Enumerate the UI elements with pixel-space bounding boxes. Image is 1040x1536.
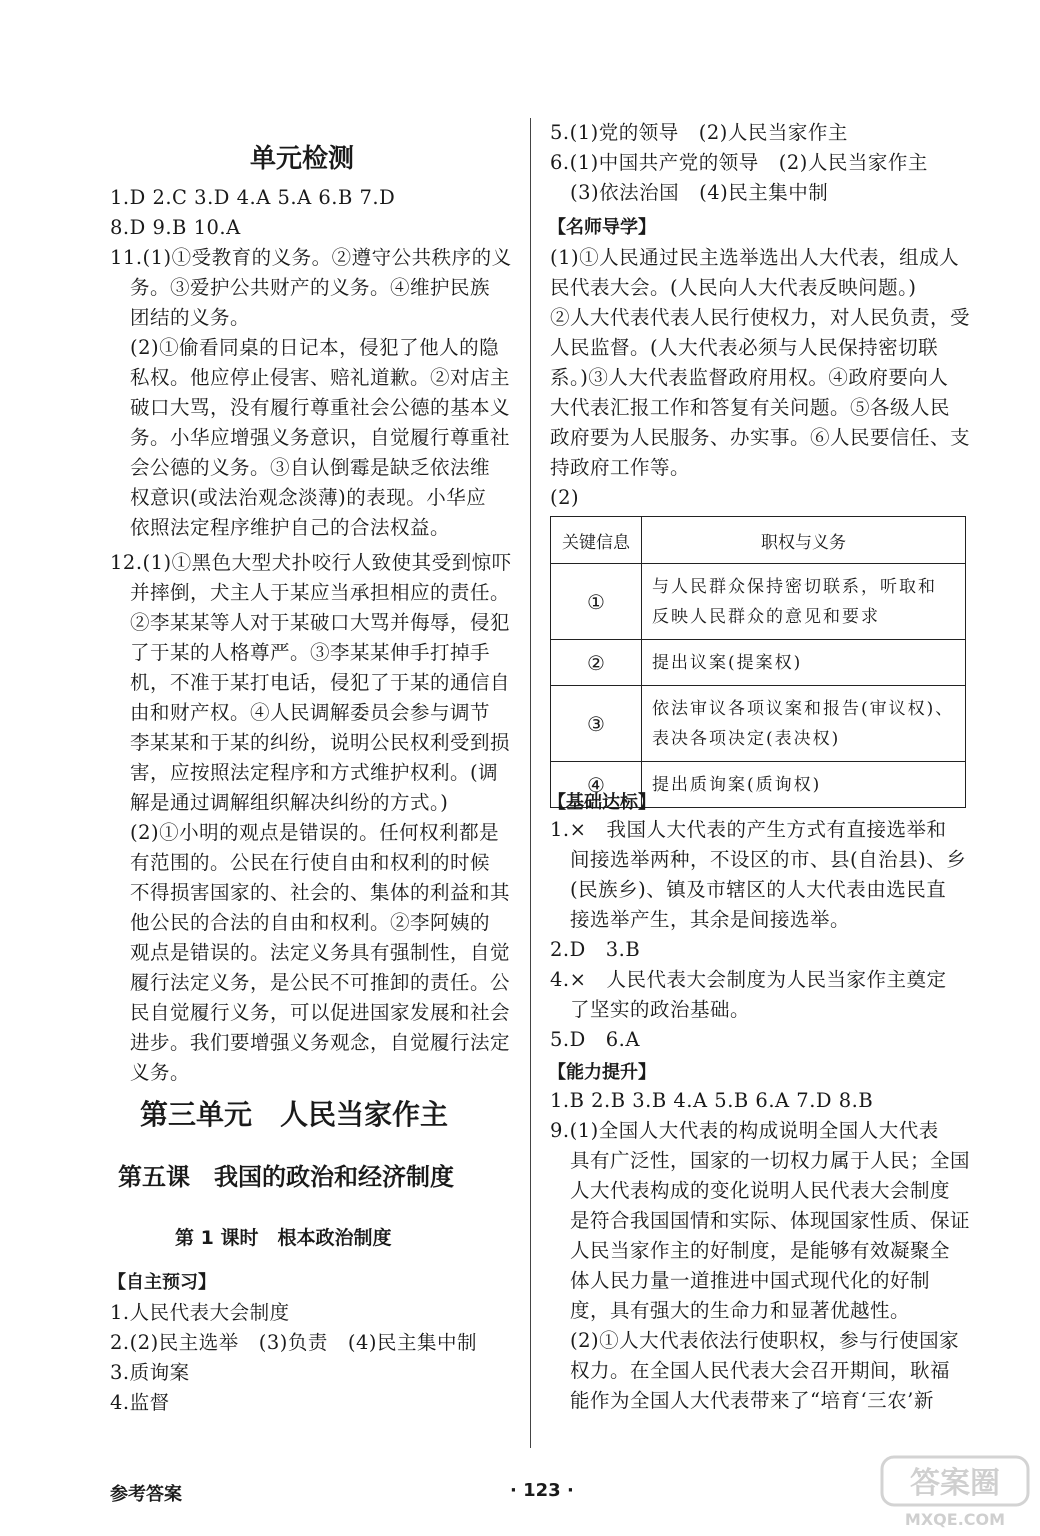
preview-section-tag: 【自主预习】 — [108, 1272, 216, 1293]
answer-line: 观点是错误的。法定义务具有强制性，自觉 — [130, 941, 511, 964]
answer-line: 并摔倒，犬主人于某应当承担相应的责任。 — [130, 581, 511, 604]
answer-line: (2)①偷看同桌的日记本，侵犯了他人的隐 — [130, 336, 500, 359]
ability-line: 能作为全国人大代表带来了“培育‘三农’新 — [570, 1389, 934, 1412]
ability-line: (2)①人大代表依法行使职权，参与行使国家 — [570, 1329, 960, 1352]
answer-line: 机，不准于某打电话，侵犯了于某的通信自 — [130, 671, 511, 694]
answer-line: 破口大骂，没有履行尊重社会公德的基本义 — [130, 396, 511, 419]
answer-line: 务。小华应增强义务意识，自觉履行尊重社 — [130, 426, 511, 449]
answer-line: 6.(1)中国共产党的领导 (2)人民当家作主 — [550, 151, 928, 174]
basic-line: 间接选举两种，不设区的市、县(自治县)、乡 — [570, 848, 967, 871]
answer-line: 害，应按照法定程序和方式维护权利。(调 — [130, 761, 499, 784]
answer-line: 权意识(或法治观念淡薄)的表现。小华应 — [130, 486, 487, 509]
footer-label: 参考答案 — [110, 1484, 182, 1505]
guide-section-tag: 【名师导学】 — [548, 217, 656, 238]
basic-line: 5.D 6.A — [550, 1028, 640, 1051]
basic-section-tag: 【基础达标】 — [548, 792, 656, 813]
answer-line: 进步。我们要增强义务观念，自觉履行法定 — [130, 1031, 511, 1054]
column-divider — [530, 118, 531, 1448]
answer-line: 李某某和于某的纠纷，说明公民权利受到损 — [130, 731, 511, 754]
answer-line: 了于某的人格尊严。③李某某伸手打掉手 — [130, 641, 491, 664]
answer-line: 11.(1)①受教育的义务。②遵守公共秩序的义 — [110, 246, 512, 269]
watermark-text: 答案圈 — [910, 1466, 1000, 1501]
answer-line: 由和财产权。④人民调解委员会参与调节 — [130, 701, 491, 724]
guide-line: (1)①人民通过民主选举选出人大代表，组成人 — [550, 246, 960, 269]
table-header-cell: 关键信息 — [551, 517, 642, 564]
basic-line: (民族乡)、镇及市辖区的人大代表由选民直 — [570, 878, 947, 901]
table-value-cell: 依法审议各项议案和报告(审议权)、表决各项决定(表决权) — [642, 686, 966, 762]
ability-line: 体人民力量一道推进中国式现代化的好制 — [570, 1269, 931, 1292]
watermark-logo — [880, 1455, 1030, 1530]
guide-line: ②人大代表代表人民行使权力，对人民负责，受 — [550, 306, 971, 329]
guide-line: 系。)③人大代表监督政府用权。④政府要向人 — [550, 366, 949, 389]
answer-line: 他公民的合法的自由和权利。②李阿姨的 — [130, 911, 491, 934]
basic-line: 1.× 我国人大代表的产生方式有直接选举和 — [550, 818, 947, 841]
table-key-cell: ② — [551, 640, 642, 686]
page-number: · 123 · — [510, 1480, 574, 1501]
basic-line: 2.D 3.B — [550, 938, 641, 961]
table-row — [551, 686, 966, 762]
answer-line: 不得损害国家的、社会的、集体的利益和其 — [130, 881, 511, 904]
guide-line: 民代表大会。(人民向人大代表反映问题。) — [550, 276, 917, 299]
table-value-cell: 提出议案(提案权) — [642, 640, 966, 686]
answer-line: 解是通过调解组织解决纠纷的方式。) — [130, 791, 449, 814]
table-value-cell: 提出质询案(质询权) — [642, 762, 966, 808]
preview-line: 4.监督 — [110, 1391, 170, 1414]
ability-line: 人大代表构成的变化说明人民代表大会制度 — [570, 1179, 951, 1202]
lesson-heading: 第五课 我国的政治和经济制度 — [118, 1163, 454, 1191]
answer-line: 12.(1)①黑色大型犬扑咬行人致使其受到惊吓 — [110, 551, 512, 574]
unit-test-title: 单元检测 — [250, 144, 355, 174]
table-key-cell: ③ — [551, 686, 642, 762]
answer-line: (3)依法治国 (4)民主集中制 — [570, 181, 829, 204]
table-row — [551, 640, 966, 686]
ability-line: 具有广泛性，国家的一切权力属于人民；全国 — [570, 1149, 971, 1172]
answer-line: 履行法定义务，是公民不可推卸的责任。公 — [130, 971, 511, 994]
ability-line: 是符合我国国情和实际、体现国家性质、保证 — [570, 1209, 971, 1232]
table-key-cell: ④ — [551, 762, 642, 808]
answer-line: 1.D 2.C 3.D 4.A 5.A 6.B 7.D — [110, 186, 396, 209]
ability-line: 1.B 2.B 3.B 4.A 5.B 6.A 7.D 8.B — [550, 1089, 874, 1112]
ability-section-tag: 【能力提升】 — [548, 1062, 656, 1083]
watermark-url: MXQE.COM — [904, 1510, 1006, 1529]
table-key-cell: ① — [551, 564, 642, 640]
preview-line: 2.(2)民主选举 (3)负责 (4)民主集中制 — [110, 1331, 477, 1354]
answer-line: 民自觉履行义务，可以促进国家发展和社会 — [130, 1001, 511, 1024]
answer-line: 依照法定程序维护自己的合法权益。 — [130, 516, 451, 539]
guide-line: 持政府工作等。 — [550, 456, 691, 479]
unit-heading: 第三单元 人民当家作主 — [140, 1098, 449, 1131]
ability-line: 权力。在全国人民代表大会召开期间，耿福 — [570, 1359, 951, 1382]
table-header-row — [551, 517, 966, 564]
period-heading: 第 1 课时 根本政治制度 — [175, 1227, 392, 1249]
guide-line: 人民监督。(人大代表必须与人民保持密切联 — [550, 336, 939, 359]
guide-line: 政府要为人民服务、办实事。⑥人民要信任、支 — [550, 426, 971, 449]
duties-table — [550, 516, 966, 808]
answer-line: 私权。他应停止侵害、赔礼道歉。②对店主 — [130, 366, 511, 389]
answer-line: 会公德的义务。③自认倒霉是缺乏依法维 — [130, 456, 491, 479]
table-row — [551, 564, 966, 640]
answer-line: 团结的义务。 — [130, 306, 251, 329]
ability-line: 度，具有强大的生命力和显著优越性。 — [570, 1299, 911, 1322]
answer-line: ②李某某等人对于某破口大骂并侮辱，侵犯 — [130, 611, 511, 634]
answer-line: 有范围的。公民在行使自由和权利的时候 — [130, 851, 491, 874]
answer-line: 义务。 — [130, 1061, 191, 1084]
answer-line: 8.D 9.B 10.A — [110, 216, 241, 239]
table-header-cell: 职权与义务 — [642, 517, 966, 564]
answer-line: (2)①小明的观点是错误的。任何权利都是 — [130, 821, 500, 844]
guide-line: 大代表汇报工作和答复有关问题。⑤各级人民 — [550, 396, 951, 419]
basic-line: 4.× 人民代表大会制度为人民当家作主奠定 — [550, 968, 947, 991]
preview-line: 3.质询案 — [110, 1361, 190, 1384]
basic-line: 了坚实的政治基础。 — [570, 998, 751, 1021]
answer-line: 务。③爱护公共财产的义务。④维护民族 — [130, 276, 491, 299]
table-value-cell: 与人民群众保持密切联系，听取和反映人民群众的意见和要求 — [642, 564, 966, 640]
ability-line: 人民当家作主的好制度，是能够有效凝聚全 — [570, 1239, 951, 1262]
answer-line: 5.(1)党的领导 (2)人民当家作主 — [550, 121, 848, 144]
ability-line: 9.(1)全国人大代表的构成说明全国人大代表 — [550, 1119, 939, 1142]
preview-line: 1.人民代表大会制度 — [110, 1301, 290, 1324]
guide-line: (2) — [550, 486, 580, 509]
basic-line: 接选举产生，其余是间接选举。 — [570, 908, 851, 931]
